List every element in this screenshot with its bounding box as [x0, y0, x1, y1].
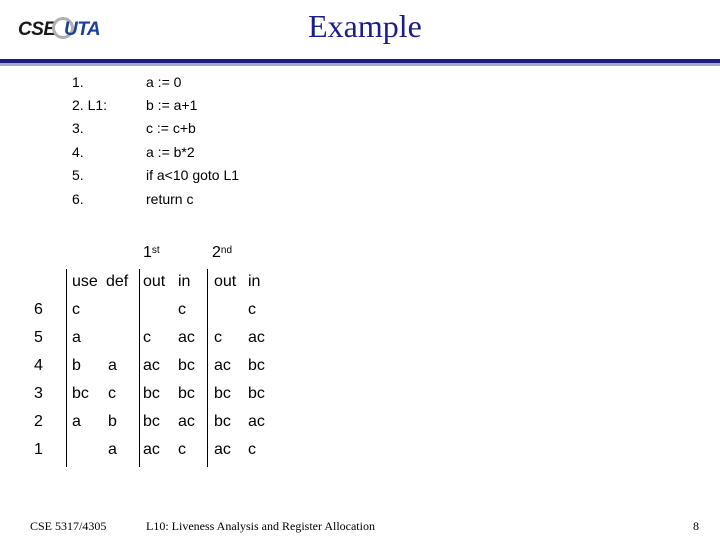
code-line-number: 2. L1: — [72, 97, 108, 113]
row-number: 2 — [34, 413, 43, 430]
iteration-header-2: 2nd — [212, 244, 233, 261]
code-statement: a := b*2 — [146, 144, 195, 160]
footer-page-number: 8 — [693, 519, 699, 533]
iteration-header-1: 1st — [143, 244, 160, 261]
table-cell: a — [108, 357, 117, 374]
table-cell: c — [108, 385, 116, 402]
row-number: 6 — [34, 301, 43, 318]
code-statement: c := c+b — [146, 120, 196, 136]
code-statement: if a<10 goto L1 — [146, 167, 240, 183]
table-cell: c — [178, 301, 186, 318]
cse-uta-logo — [14, 16, 124, 46]
table-cell: bc — [248, 357, 265, 374]
column-header-out-2: out — [214, 273, 237, 290]
code-line-number: 1. — [72, 74, 84, 90]
table-cell: ac — [143, 357, 160, 374]
table-cell: bc — [214, 413, 231, 430]
table-cell: c — [248, 301, 256, 318]
table-cell: ac — [143, 441, 160, 458]
code-statement: return c — [146, 191, 194, 207]
code-statement: b := a+1 — [146, 97, 198, 113]
table-cell: a — [72, 329, 81, 346]
table-cell: a — [108, 441, 117, 458]
table-cell: bc — [72, 385, 89, 402]
table-cell: bc — [143, 413, 160, 430]
slide-title: Example — [308, 8, 422, 44]
table-cell: c — [248, 441, 256, 458]
column-header-in-2: in — [248, 273, 261, 290]
table-cell: ac — [214, 441, 231, 458]
code-line-number: 6. — [72, 191, 84, 207]
table-cell: ac — [178, 329, 195, 346]
table-cell: bc — [178, 357, 195, 374]
table-cell: bc — [143, 385, 160, 402]
table-cell: b — [72, 357, 81, 374]
table-cell: c — [178, 441, 186, 458]
table-cell: ac — [248, 413, 265, 430]
table-cell: bc — [178, 385, 195, 402]
row-number: 3 — [34, 385, 43, 402]
table-divider — [207, 269, 208, 467]
code-statement: a := 0 — [146, 74, 182, 90]
table-cell: ac — [214, 357, 231, 374]
column-header-in-1: in — [178, 273, 191, 290]
column-header-out-1: out — [143, 273, 166, 290]
title-rule-shadow — [0, 63, 720, 66]
table-cell: c — [72, 301, 80, 318]
table-cell: bc — [248, 385, 265, 402]
row-number: 5 — [34, 329, 43, 346]
table-cell: ac — [178, 413, 195, 430]
table-divider — [139, 269, 140, 467]
row-number: 4 — [34, 357, 43, 374]
code-line-number: 5. — [72, 167, 84, 183]
code-line-number: 3. — [72, 120, 84, 136]
logo-text-uta: UTA — [64, 19, 101, 40]
column-header-def: def — [106, 273, 129, 290]
table-divider — [66, 269, 67, 467]
code-line-number: 4. — [72, 144, 84, 160]
row-number: 1 — [34, 441, 43, 458]
table-cell: bc — [214, 385, 231, 402]
table-cell: c — [143, 329, 151, 346]
footer-lecture-title: L10: Liveness Analysis and Register Allocation — [146, 519, 375, 533]
table-cell: a — [72, 413, 81, 430]
table-cell: ac — [248, 329, 265, 346]
logo-text-cse: CSE — [18, 19, 56, 40]
footer-course: CSE 5317/4305 — [30, 519, 107, 533]
table-cell: c — [214, 329, 222, 346]
column-header-use: use — [72, 273, 98, 290]
table-cell: b — [108, 413, 117, 430]
